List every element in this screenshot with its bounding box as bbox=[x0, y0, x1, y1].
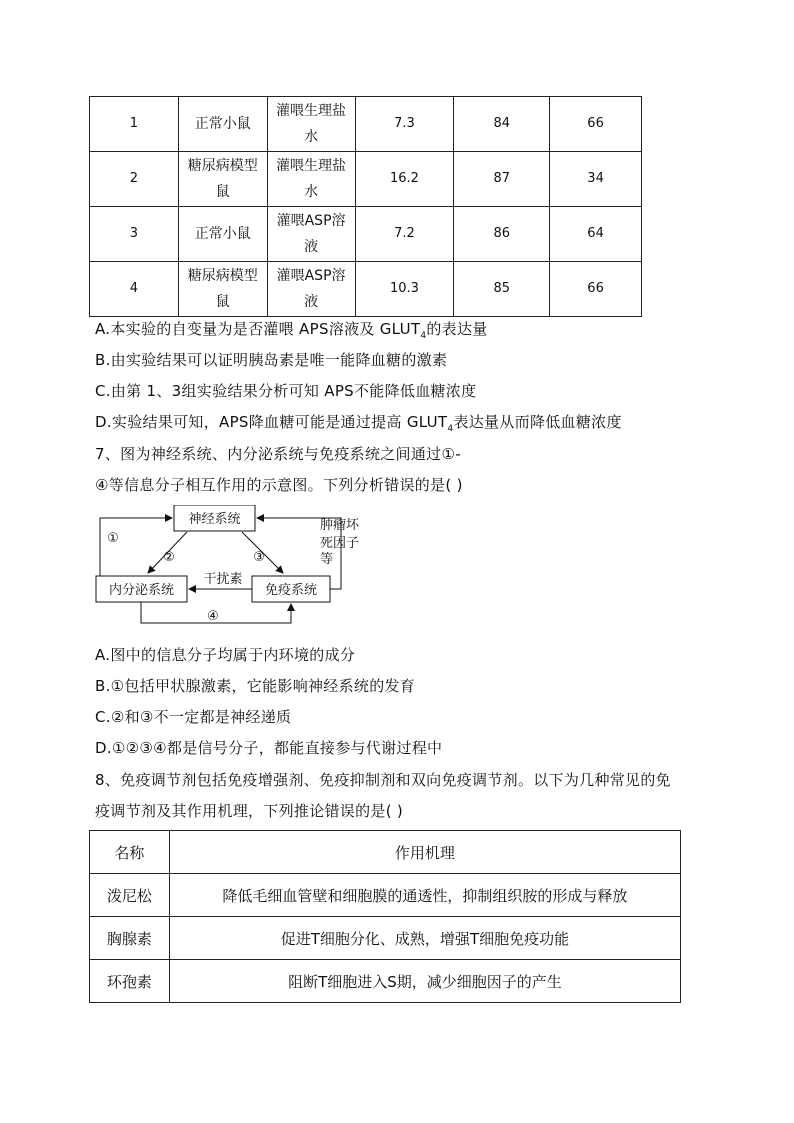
drug-mechanism: 促进T细胞分化、成熟，增强T细胞免疫功能 bbox=[169, 917, 680, 960]
mouse-cell: 糖尿病模型 鼠 bbox=[178, 152, 267, 207]
header-name: 名称 bbox=[90, 831, 170, 874]
group-cell: 1 bbox=[90, 97, 179, 152]
nervous-system-label: 神经系统 bbox=[188, 512, 241, 527]
table-row bbox=[90, 152, 642, 207]
table-row bbox=[90, 960, 681, 1003]
value-cell: 16.2 bbox=[355, 152, 454, 207]
arrow-1 bbox=[100, 518, 172, 576]
q7-option-d: D.①②③④都是信号分子，都能直接参与代谢过程中 bbox=[95, 739, 443, 757]
header-mechanism: 作用机理 bbox=[169, 831, 680, 874]
tnf-label-2: 死因子 bbox=[320, 536, 360, 551]
q6-option-b: B.由实验结果可以证明胰岛素是唯一能降血糖的激素 bbox=[95, 351, 448, 369]
table-row bbox=[90, 917, 681, 960]
label-4: ④ bbox=[207, 609, 219, 624]
value-cell: 87 bbox=[454, 152, 550, 207]
immune-system-label: 免疫系统 bbox=[264, 583, 318, 598]
endocrine-system-label: 内分泌系统 bbox=[108, 583, 175, 598]
q7-option-a: A.图中的信息分子均属于内环境的成分 bbox=[95, 646, 356, 664]
drug-name: 环孢素 bbox=[90, 960, 170, 1003]
value-cell: 66 bbox=[550, 262, 642, 317]
q7-option-c: C.②和③不一定都是神经递质 bbox=[95, 708, 292, 726]
table-header-row bbox=[90, 831, 681, 874]
value-cell: 64 bbox=[550, 207, 642, 262]
q7-option-b: B.①包括甲状腺激素，它能影响神经系统的发育 bbox=[95, 677, 416, 695]
treatment-cell: 灌喂生理盐 水 bbox=[267, 97, 355, 152]
drug-name: 泼尼松 bbox=[90, 874, 170, 917]
mouse-cell: 正常小鼠 bbox=[178, 97, 267, 152]
label-1: ① bbox=[107, 531, 119, 546]
system-interaction-diagram bbox=[95, 505, 385, 630]
q7-stem-line1: 7、图为神经系统、内分泌系统与免疫系统之间通过①- bbox=[95, 445, 461, 463]
value-cell: 7.2 bbox=[355, 207, 454, 262]
q8-stem-line2: 疫调节剂及其作用机理，下列推论错误的是( ) bbox=[95, 802, 404, 820]
q6-option-d: D.实验结果可知，APS降血糖可能是通过提高 $GLUT_4$表达量从而降低血糖浓度 bbox=[95, 413, 622, 434]
group-cell: 2 bbox=[90, 152, 179, 207]
value-cell: 7.3 bbox=[355, 97, 454, 152]
q6-option-a: A.本实验的自变量为是否灌喂 APS溶液及 $GLUT_4$的表达量 bbox=[95, 320, 488, 341]
tnf-label-3: 等 bbox=[320, 552, 334, 567]
table-row bbox=[90, 262, 642, 317]
table-row bbox=[90, 874, 681, 917]
drug-mechanism: 降低毛细血管壁和细胞膜的通透性，抑制组织胺的形成与释放 bbox=[169, 874, 680, 917]
q8-stem-line1: 8、免疫调节剂包括免疫增强剂、免疫抑制剂和双向免疫调节剂。以下为几种常见的免 bbox=[95, 771, 671, 789]
drug-name: 胸腺素 bbox=[90, 917, 170, 960]
tnf-label-1: 肿瘤坏 bbox=[320, 518, 360, 533]
mouse-cell: 正常小鼠 bbox=[178, 207, 267, 262]
value-cell: 10.3 bbox=[355, 262, 454, 317]
value-cell: 85 bbox=[454, 262, 550, 317]
q6-option-c: C.由第 1、3组实验结果分析可知 APS不能降低血糖浓度 bbox=[95, 382, 477, 400]
value-cell: 84 bbox=[454, 97, 550, 152]
experiment-table bbox=[89, 96, 642, 317]
table-row bbox=[90, 97, 642, 152]
treatment-cell: 灌喂ASP溶 液 bbox=[267, 262, 355, 317]
value-cell: 86 bbox=[454, 207, 550, 262]
table-row bbox=[90, 207, 642, 262]
group-cell: 4 bbox=[90, 262, 179, 317]
label-2: ② bbox=[163, 550, 175, 565]
value-cell: 66 bbox=[550, 97, 642, 152]
treatment-cell: 灌喂ASP溶 液 bbox=[267, 207, 355, 262]
label-3: ③ bbox=[253, 550, 265, 565]
immunomodulator-table bbox=[89, 830, 681, 1003]
q7-stem-line2: ④等信息分子相互作用的示意图。下列分析错误的是( ) bbox=[95, 476, 463, 494]
drug-mechanism: 阻断T细胞进入S期，减少细胞因子的产生 bbox=[169, 960, 680, 1003]
group-cell: 3 bbox=[90, 207, 179, 262]
treatment-cell: 灌喂生理盐 水 bbox=[267, 152, 355, 207]
interferon-label: 干扰素 bbox=[203, 572, 243, 587]
value-cell: 34 bbox=[550, 152, 642, 207]
mouse-cell: 糖尿病模型 鼠 bbox=[178, 262, 267, 317]
